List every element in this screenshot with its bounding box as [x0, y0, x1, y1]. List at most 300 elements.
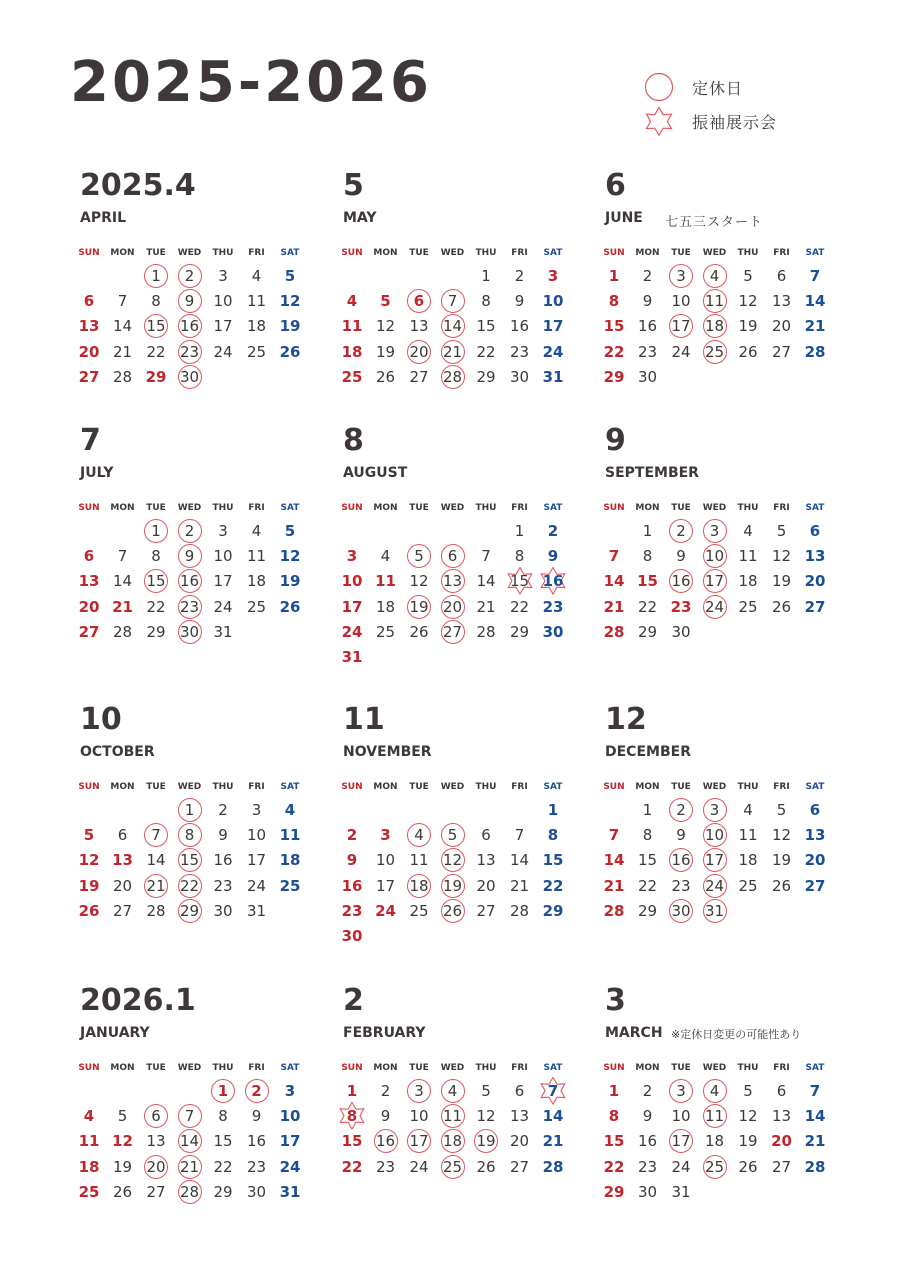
calendar-day: 8	[547, 826, 559, 845]
closed-day: 26	[436, 899, 470, 924]
calendar-day: 23	[509, 342, 530, 361]
calendar-day: 3	[218, 522, 228, 540]
closed-day: 13	[436, 569, 470, 594]
calendar-day: 22	[637, 876, 658, 895]
calendar-day: 23	[637, 1157, 658, 1176]
weekday-label: WED	[702, 503, 727, 513]
calendar-day: 5	[776, 522, 787, 540]
closed-day: 16	[664, 848, 698, 873]
calendar-day: 24	[341, 622, 363, 641]
closed-day: 3	[664, 1079, 698, 1104]
calendar-day: 10	[409, 1107, 429, 1126]
month-number: 2025.4	[80, 168, 196, 203]
calendar-day: 27	[771, 1157, 792, 1176]
closed-day: 16	[664, 569, 698, 594]
month-block	[80, 423, 320, 693]
calendar-day: 17	[246, 851, 267, 870]
weekday-label: TUE	[671, 248, 691, 258]
calendar-day: 9	[514, 292, 525, 311]
weekday-label: FRI	[248, 1063, 265, 1073]
month-number: 5	[343, 168, 364, 203]
calendar-day: 20	[78, 342, 100, 361]
closed-day: 1	[173, 798, 207, 823]
weekday-label: WED	[177, 1063, 202, 1073]
weekday-label: TUE	[409, 782, 429, 792]
calendar-day: 22	[213, 1157, 233, 1176]
calendar-day: 12	[771, 547, 792, 566]
closed-day: 30	[173, 365, 207, 390]
closed-day: 4	[698, 1079, 732, 1104]
calendar-day: 26	[476, 1157, 496, 1176]
calendar-day: 24	[213, 597, 233, 616]
month-block	[343, 168, 583, 438]
calendar-day: 11	[341, 317, 363, 336]
calendar-day: 25	[246, 597, 267, 616]
calendar-day: 20	[804, 851, 826, 870]
calendar-day: 15	[603, 1132, 625, 1151]
calendar-day: 15	[637, 851, 658, 870]
calendar-day: 25	[375, 622, 396, 641]
calendar-day: 23	[542, 597, 564, 616]
calendar-day: 30	[637, 367, 658, 386]
closed-day: 4	[698, 264, 732, 289]
weekday-label: SUN	[341, 503, 363, 513]
month-note: ※定休日変更の可能性あり	[671, 1028, 802, 1041]
calendar-day: 6	[481, 826, 491, 845]
weekday-label: WED	[702, 782, 727, 792]
closed-day: 2	[240, 1079, 274, 1104]
calendar-day: 3	[284, 1082, 296, 1100]
calendar-day: 7	[117, 547, 128, 566]
weekday-label: THU	[737, 1063, 759, 1073]
calendar-day: 19	[738, 1132, 758, 1151]
calendar-day: 16	[213, 851, 233, 870]
weekday-label: WED	[440, 248, 465, 258]
calendar-day: 8	[481, 292, 491, 311]
calendar-day: 4	[251, 522, 262, 540]
calendar-day: 27	[78, 367, 100, 386]
calendar-day: 1	[547, 801, 559, 819]
calendar-day: 18	[246, 572, 267, 591]
calendar-day: 6	[809, 522, 821, 540]
calendar-day: 25	[78, 1182, 100, 1201]
month-block	[605, 702, 845, 972]
weekday-label: SUN	[78, 503, 100, 513]
calendar-day: 26	[78, 901, 100, 920]
weekday-label: FRI	[773, 248, 790, 258]
closed-day: 9	[173, 544, 207, 569]
calendar-day: 11	[246, 292, 267, 311]
month-name: MARCH	[605, 1025, 663, 1041]
calendar-day: 12	[112, 1132, 133, 1151]
calendar-day: 1	[608, 1082, 620, 1100]
calendar-day: 23	[246, 1157, 267, 1176]
closed-day: 19	[469, 1129, 503, 1154]
legend-event-label: 振袖展示会	[692, 113, 778, 132]
calendar-day: 17	[213, 572, 233, 591]
calendar-day: 29	[637, 622, 658, 641]
closed-day: 31	[698, 899, 732, 924]
calendar-day: 10	[341, 572, 363, 591]
calendar-day: 30	[246, 1182, 267, 1201]
weekday-label: TUE	[409, 503, 429, 513]
month-name: NOVEMBER	[343, 744, 432, 760]
calendar-day: 17	[341, 597, 363, 616]
calendar-day: 27	[509, 1157, 530, 1176]
event-day: 15	[503, 569, 537, 594]
calendar-day: 18	[375, 597, 396, 616]
weekday-label: THU	[475, 782, 497, 792]
calendar-day: 23	[637, 342, 658, 361]
closed-day: 27	[436, 620, 470, 645]
weekday-label: WED	[440, 503, 465, 513]
calendar-day: 2	[547, 522, 559, 540]
closed-day: 21	[139, 874, 173, 899]
closed-day: 3	[402, 1079, 436, 1104]
weekday-label: TUE	[146, 248, 166, 258]
weekday-label: THU	[737, 782, 759, 792]
calendar-day: 9	[251, 1107, 262, 1126]
calendar-day: 30	[671, 622, 691, 641]
calendar-day: 28	[476, 622, 496, 641]
closed-day: 7	[173, 1104, 207, 1129]
calendar-day: 29	[213, 1182, 233, 1201]
calendar-day: 5	[481, 1082, 491, 1100]
month-block	[605, 168, 845, 438]
weekday-label: SUN	[341, 248, 363, 258]
calendar-day: 5	[117, 1107, 128, 1126]
calendar-day: 4	[284, 801, 296, 819]
closed-day: 10	[698, 823, 732, 848]
weekday-label: FRI	[511, 1063, 528, 1073]
calendar-day: 29	[637, 901, 658, 920]
closed-day: 18	[402, 874, 436, 899]
calendar-day: 19	[771, 572, 792, 591]
calendar-day: 11	[279, 826, 301, 845]
calendar-day: 9	[676, 826, 686, 845]
calendar-day: 17	[375, 876, 396, 895]
calendar-day: 5	[284, 267, 296, 285]
calendar-day: 24	[671, 342, 691, 361]
weekday-label: FRI	[511, 503, 528, 513]
calendar-day: 10	[542, 292, 564, 311]
calendar-day: 13	[476, 851, 496, 870]
calendar-day: 22	[637, 597, 658, 616]
month-number: 3	[605, 983, 626, 1018]
calendar-day: 14	[603, 572, 625, 591]
calendar-day: 6	[776, 267, 787, 285]
weekday-label: SAT	[543, 1063, 563, 1073]
closed-day: 4	[436, 1079, 470, 1104]
month-number: 11	[343, 702, 385, 737]
month-name: JUNE	[605, 210, 643, 226]
calendar-day: 26	[279, 597, 301, 616]
closed-day: 2	[664, 519, 698, 544]
weekday-label: TUE	[409, 248, 429, 258]
calendar-day: 2	[642, 267, 653, 285]
calendar-day: 14	[146, 851, 166, 870]
calendar-day: 18	[246, 317, 267, 336]
calendar-day: 12	[738, 1107, 758, 1126]
calendar-day: 7	[481, 547, 491, 566]
weekday-label: FRI	[511, 782, 528, 792]
calendar-day: 31	[341, 648, 363, 666]
calendar-day: 28	[804, 342, 826, 361]
calendar-day: 5	[776, 801, 787, 819]
calendar-day: 25	[341, 367, 363, 386]
weekday-label: SAT	[805, 1063, 825, 1073]
calendar-day: 1	[608, 267, 620, 285]
weekday-label: MON	[373, 248, 398, 258]
weekday-label: MON	[635, 1063, 660, 1073]
calendar-day: 4	[251, 267, 262, 285]
calendar-day: 22	[146, 342, 166, 361]
weekday-label: SUN	[603, 1063, 625, 1073]
calendar-day: 18	[738, 851, 758, 870]
closed-day: 7	[436, 289, 470, 314]
calendar-day: 6	[117, 826, 128, 845]
calendar-day: 24	[213, 342, 233, 361]
calendar-day: 21	[112, 342, 133, 361]
weekday-label: TUE	[671, 1063, 691, 1073]
closed-day: 8	[173, 823, 207, 848]
calendar-day: 31	[671, 1182, 691, 1201]
weekday-label: SAT	[280, 248, 300, 258]
closed-day: 30	[664, 899, 698, 924]
calendar-day: 9	[676, 547, 686, 566]
calendar-day: 3	[380, 826, 391, 845]
calendar-day: 21	[542, 1132, 564, 1151]
closed-day: 22	[173, 874, 207, 899]
closed-day: 24	[698, 874, 732, 899]
calendar-day: 22	[476, 342, 496, 361]
calendar-day: 12	[279, 292, 301, 311]
legend-closed	[642, 70, 842, 104]
calendar-day: 11	[246, 547, 267, 566]
calendar-day: 25	[409, 901, 429, 920]
calendar-day: 15	[637, 572, 658, 591]
calendar-day: 24	[375, 901, 396, 920]
weekday-label: FRI	[248, 248, 265, 258]
weekday-label: THU	[212, 1063, 234, 1073]
weekday-label: MON	[373, 1063, 398, 1073]
weekday-label: MON	[635, 782, 660, 792]
calendar-day: 5	[380, 292, 391, 311]
calendar-day: 13	[804, 547, 826, 566]
calendar-day: 2	[514, 267, 525, 285]
calendar-day: 13	[78, 572, 100, 591]
month-name: MAY	[343, 210, 377, 226]
calendar-day: 7	[608, 547, 620, 566]
calendar-day: 21	[112, 597, 133, 616]
weekday-label: MON	[110, 248, 135, 258]
star-icon	[644, 106, 674, 136]
weekday-label: WED	[440, 782, 465, 792]
calendar-day: 19	[738, 317, 758, 336]
closed-day: 20	[139, 1155, 173, 1180]
closed-day: 15	[139, 569, 173, 594]
weekday-label: MON	[635, 248, 660, 258]
weekday-label: MON	[373, 782, 398, 792]
month-name: OCTOBER	[80, 744, 155, 760]
calendar-day: 29	[509, 622, 530, 641]
closed-day: 7	[139, 823, 173, 848]
calendar-day: 30	[542, 622, 564, 641]
closed-day: 11	[698, 289, 732, 314]
calendar-day: 31	[542, 367, 564, 386]
circle-icon	[644, 72, 674, 102]
closed-day: 4	[402, 823, 436, 848]
month-block	[80, 983, 320, 1253]
closed-day: 15	[139, 314, 173, 339]
calendar-day: 31	[213, 622, 233, 641]
calendar-day: 8	[642, 826, 653, 845]
weekday-label: FRI	[773, 1063, 790, 1073]
calendar-day: 1	[481, 267, 491, 285]
calendar-day: 21	[603, 876, 625, 895]
month-block	[343, 702, 583, 972]
calendar-day: 14	[804, 1107, 826, 1126]
calendar-day: 9	[218, 826, 228, 845]
calendar-day: 2	[642, 1082, 653, 1100]
calendar-day: 15	[542, 851, 564, 870]
calendar-day: 19	[771, 851, 792, 870]
weekday-label: SAT	[805, 248, 825, 258]
weekday-label: WED	[177, 782, 202, 792]
calendar-day: 10	[671, 1107, 691, 1126]
calendar-day: 12	[409, 572, 429, 591]
calendar-day: 18	[704, 1132, 725, 1151]
weekday-label: THU	[212, 503, 234, 513]
calendar-day: 23	[375, 1157, 396, 1176]
weekday-label: SUN	[341, 1063, 363, 1073]
calendar-day: 22	[509, 597, 530, 616]
closed-day: 2	[664, 798, 698, 823]
calendar-day: 24	[542, 342, 564, 361]
closed-day: 18	[436, 1129, 470, 1154]
calendar-day: 1	[514, 522, 525, 540]
closed-day: 14	[173, 1129, 207, 1154]
calendar-day: 12	[375, 317, 396, 336]
calendar-day: 4	[83, 1107, 95, 1126]
month-name: JULY	[80, 465, 114, 481]
calendar-day: 26	[375, 367, 396, 386]
calendar-day: 24	[409, 1157, 429, 1176]
calendar-day: 10	[375, 851, 396, 870]
weekday-label: TUE	[146, 782, 166, 792]
closed-day: 25	[698, 1155, 732, 1180]
closed-day: 16	[369, 1129, 403, 1154]
month-number: 8	[343, 423, 364, 458]
calendar-day: 4	[380, 547, 391, 566]
calendar-day: 10	[213, 547, 233, 566]
calendar-day: 9	[380, 1107, 391, 1126]
calendar-day: 7	[608, 826, 620, 845]
calendar-day: 31	[246, 901, 267, 920]
weekday-label: SAT	[543, 782, 563, 792]
event-day: 7	[536, 1079, 570, 1104]
calendar-day: 26	[279, 342, 301, 361]
weekday-label: FRI	[248, 503, 265, 513]
calendar-day: 20	[78, 597, 100, 616]
calendar-day: 25	[246, 342, 267, 361]
closed-day: 1	[139, 519, 173, 544]
calendar-day: 17	[542, 317, 564, 336]
calendar-day: 22	[146, 597, 166, 616]
weekday-label: SUN	[603, 503, 625, 513]
month-block	[80, 168, 320, 438]
weekday-label: MON	[373, 503, 398, 513]
weekday-label: TUE	[409, 1063, 429, 1073]
closed-day: 16	[173, 569, 207, 594]
calendar-day: 14	[112, 572, 133, 591]
calendar-day: 17	[213, 317, 233, 336]
calendar-day: 22	[603, 342, 625, 361]
calendar-day: 14	[509, 851, 530, 870]
calendar-day: 27	[476, 901, 496, 920]
closed-day: 12	[436, 848, 470, 873]
calendar-day: 26	[738, 342, 758, 361]
calendar-day: 11	[738, 547, 758, 566]
calendar-day: 29	[145, 367, 167, 386]
calendar-day: 28	[542, 1157, 564, 1176]
calendar-day: 8	[151, 547, 161, 566]
weekday-label: SUN	[78, 248, 100, 258]
weekday-label: FRI	[248, 782, 265, 792]
calendar-day: 14	[542, 1107, 564, 1126]
calendar-day: 5	[83, 826, 95, 845]
weekday-label: TUE	[146, 503, 166, 513]
calendar-day: 19	[112, 1157, 133, 1176]
calendar-day: 13	[509, 1107, 530, 1126]
calendar-day: 18	[78, 1157, 100, 1176]
closed-day: 14	[436, 314, 470, 339]
calendar-day: 15	[341, 1132, 363, 1151]
weekday-label: MON	[110, 1063, 135, 1073]
calendar-day: 8	[608, 292, 620, 311]
month-note: 七五三スタート	[665, 215, 764, 230]
closed-day: 6	[402, 289, 436, 314]
closed-day: 11	[436, 1104, 470, 1129]
calendar-day: 16	[637, 317, 658, 336]
calendar-day: 18	[279, 851, 301, 870]
month-block	[343, 423, 583, 693]
calendar-day: 3	[547, 267, 559, 285]
closed-day: 25	[698, 340, 732, 365]
closed-day: 10	[698, 544, 732, 569]
closed-day: 24	[698, 595, 732, 620]
calendar-day: 6	[83, 547, 95, 566]
closed-day: 3	[664, 264, 698, 289]
month-block	[605, 983, 845, 1253]
calendar-day: 13	[78, 317, 100, 336]
month-number: 9	[605, 423, 626, 458]
calendar-day: 26	[738, 1157, 758, 1176]
closed-day: 25	[436, 1155, 470, 1180]
calendar-day: 14	[476, 572, 496, 591]
month-number: 2026.1	[80, 983, 196, 1018]
calendar-day: 26	[112, 1182, 133, 1201]
closed-day: 17	[698, 848, 732, 873]
calendar-day: 23	[213, 876, 233, 895]
weekday-label: SUN	[603, 782, 625, 792]
weekday-label: THU	[737, 248, 759, 258]
calendar-day: 27	[771, 342, 792, 361]
weekday-label: WED	[177, 503, 202, 513]
calendar-day: 9	[642, 292, 653, 311]
weekday-label: SAT	[543, 503, 563, 513]
calendar-day: 8	[642, 547, 653, 566]
